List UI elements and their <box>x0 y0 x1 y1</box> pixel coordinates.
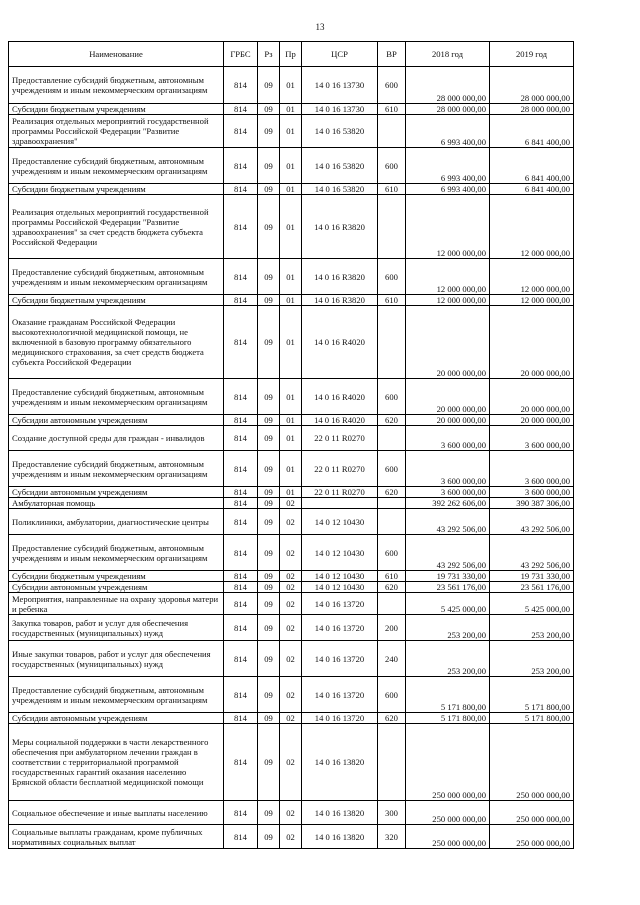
row-name: Предоставление субсидий бюджетным, автономным учреждениям и иным некоммерческим организациям <box>9 148 224 184</box>
row-2019: 250 000 000,00 <box>490 724 574 801</box>
row-name: Реализация отдельных мероприятий государственной программы Российской Федерации "Развитие здравоохранения" <box>9 115 224 148</box>
row-vr: 600 <box>378 451 406 487</box>
row-name: Предоставление субсидий бюджетным, автономным учреждениям и иным некоммерческим организациям <box>9 535 224 571</box>
row-2018: 20 000 000,00 <box>406 415 490 426</box>
row-2019: 20 000 000,00 <box>490 379 574 415</box>
row-rz: 09 <box>258 426 280 451</box>
header-csr: ЦСР <box>302 42 378 67</box>
row-2019: 19 731 330,00 <box>490 571 574 582</box>
row-2019: 3 600 000,00 <box>490 451 574 487</box>
row-name: Субсидии бюджетным учреждениям <box>9 295 224 306</box>
row-grbs: 814 <box>224 148 258 184</box>
row-name: Иные закупки товаров, работ и услуг для обеспечения государственных (муниципальных) нужд <box>9 641 224 677</box>
row-2019: 43 292 506,00 <box>490 509 574 535</box>
row-2018: 20 000 000,00 <box>406 306 490 379</box>
row-pr: 02 <box>280 641 302 677</box>
row-vr <box>378 426 406 451</box>
row-2019: 5 171 800,00 <box>490 713 574 724</box>
row-vr <box>378 498 406 509</box>
row-pr: 01 <box>280 415 302 426</box>
row-name: Субсидии бюджетным учреждениям <box>9 184 224 195</box>
row-name: Субсидии автономным учреждениям <box>9 713 224 724</box>
row-csr: 14 0 16 13720 <box>302 641 378 677</box>
row-2019: 250 000 000,00 <box>490 801 574 825</box>
row-csr: 14 0 12 10430 <box>302 571 378 582</box>
row-pr: 01 <box>280 306 302 379</box>
table-row <box>9 104 574 115</box>
row-2018: 6 993 400,00 <box>406 148 490 184</box>
row-grbs: 814 <box>224 713 258 724</box>
row-pr: 01 <box>280 379 302 415</box>
row-pr: 01 <box>280 115 302 148</box>
row-vr <box>378 509 406 535</box>
row-pr: 02 <box>280 509 302 535</box>
row-pr: 02 <box>280 677 302 713</box>
row-grbs: 814 <box>224 104 258 115</box>
row-name: Предоставление субсидий бюджетным, автономным учреждениям и иным некоммерческим организациям <box>9 259 224 295</box>
row-2019: 6 841 400,00 <box>490 184 574 195</box>
row-2018: 12 000 000,00 <box>406 295 490 306</box>
row-grbs: 814 <box>224 825 258 849</box>
row-pr: 01 <box>280 487 302 498</box>
table-row <box>9 195 574 259</box>
row-csr: 14 0 16 13720 <box>302 593 378 615</box>
row-pr: 01 <box>280 67 302 104</box>
row-csr: 14 0 16 13820 <box>302 724 378 801</box>
row-csr: 14 0 16 13730 <box>302 67 378 104</box>
row-vr: 610 <box>378 184 406 195</box>
row-rz: 09 <box>258 615 280 641</box>
row-vr: 600 <box>378 67 406 104</box>
row-pr: 01 <box>280 259 302 295</box>
row-vr: 240 <box>378 641 406 677</box>
row-name: Субсидии автономным учреждениям <box>9 487 224 498</box>
row-2018: 3 600 000,00 <box>406 426 490 451</box>
row-grbs: 814 <box>224 677 258 713</box>
row-grbs: 814 <box>224 582 258 593</box>
row-csr: 14 0 16 13720 <box>302 615 378 641</box>
budget-table <box>8 41 574 849</box>
page-number: 13 <box>315 22 325 32</box>
header-2018: 2018 год <box>406 42 490 67</box>
row-pr: 01 <box>280 295 302 306</box>
row-rz: 09 <box>258 115 280 148</box>
row-rz: 09 <box>258 379 280 415</box>
header-vr: ВР <box>378 42 406 67</box>
table-row <box>9 535 574 571</box>
row-csr: 14 0 16 53820 <box>302 184 378 195</box>
row-vr: 200 <box>378 615 406 641</box>
row-vr: 600 <box>378 148 406 184</box>
row-pr: 01 <box>280 451 302 487</box>
row-grbs: 814 <box>224 593 258 615</box>
row-2019: 5 425 000,00 <box>490 593 574 615</box>
row-vr: 620 <box>378 415 406 426</box>
row-name: Предоставление субсидий бюджетным, автономным учреждениям и иным некоммерческим организациям <box>9 677 224 713</box>
row-rz: 09 <box>258 104 280 115</box>
row-name: Предоставление субсидий бюджетным, автономным учреждениям и иным некоммерческим организациям <box>9 67 224 104</box>
row-2018: 23 561 176,00 <box>406 582 490 593</box>
row-2019: 5 171 800,00 <box>490 677 574 713</box>
row-rz: 09 <box>258 713 280 724</box>
row-2019: 20 000 000,00 <box>490 306 574 379</box>
table-row <box>9 509 574 535</box>
row-grbs: 814 <box>224 487 258 498</box>
row-2019: 28 000 000,00 <box>490 67 574 104</box>
row-rz: 09 <box>258 498 280 509</box>
row-pr: 02 <box>280 713 302 724</box>
row-pr: 02 <box>280 801 302 825</box>
row-rz: 09 <box>258 677 280 713</box>
row-2018: 250 000 000,00 <box>406 825 490 849</box>
row-2019: 390 387 306,00 <box>490 498 574 509</box>
row-csr: 14 0 16 13820 <box>302 825 378 849</box>
row-pr: 01 <box>280 195 302 259</box>
row-2018: 6 993 400,00 <box>406 115 490 148</box>
row-name: Меры социальной поддержки в части лекарственного обеспечения при амбулаторном лечении граждан в соответствии с территориальной программой государственных гарантий оказания населению Брянской области бесплатной медицинской помощи <box>9 724 224 801</box>
table-row <box>9 582 574 593</box>
header-pr: Пр <box>280 42 302 67</box>
table-row <box>9 615 574 641</box>
table-row <box>9 825 574 849</box>
table-row <box>9 487 574 498</box>
row-vr <box>378 593 406 615</box>
table-row <box>9 801 574 825</box>
row-name: Оказание гражданам Российской Федерации высокотехнологичной медицинской помощи, не включенной в базовую программу обязательного медицинского страхования, за счет средств бюджета субъекта Российской Федерации <box>9 306 224 379</box>
row-vr: 610 <box>378 571 406 582</box>
row-vr: 320 <box>378 825 406 849</box>
row-2019: 253 200,00 <box>490 641 574 677</box>
row-csr: 14 0 16 R4020 <box>302 379 378 415</box>
table-row <box>9 67 574 104</box>
table-body <box>9 67 574 849</box>
row-rz: 09 <box>258 195 280 259</box>
row-vr: 600 <box>378 379 406 415</box>
row-grbs: 814 <box>224 184 258 195</box>
row-pr: 02 <box>280 593 302 615</box>
row-grbs: 814 <box>224 535 258 571</box>
row-rz: 09 <box>258 184 280 195</box>
row-name: Поликлиники, амбулатории, диагностические центры <box>9 509 224 535</box>
header-name: Наименование <box>9 42 224 67</box>
table-row <box>9 415 574 426</box>
row-2018: 5 425 000,00 <box>406 593 490 615</box>
row-csr <box>302 498 378 509</box>
table-row <box>9 677 574 713</box>
row-vr: 620 <box>378 487 406 498</box>
row-2018: 28 000 000,00 <box>406 67 490 104</box>
row-grbs: 814 <box>224 415 258 426</box>
row-2018: 12 000 000,00 <box>406 195 490 259</box>
row-2019: 250 000 000,00 <box>490 825 574 849</box>
row-grbs: 814 <box>224 306 258 379</box>
row-grbs: 814 <box>224 259 258 295</box>
row-pr: 01 <box>280 426 302 451</box>
table-row <box>9 451 574 487</box>
row-rz: 09 <box>258 801 280 825</box>
row-grbs: 814 <box>224 615 258 641</box>
row-2018: 28 000 000,00 <box>406 104 490 115</box>
row-rz: 09 <box>258 415 280 426</box>
table-row <box>9 379 574 415</box>
header-grbs: ГРБС <box>224 42 258 67</box>
row-pr: 01 <box>280 148 302 184</box>
row-grbs: 814 <box>224 451 258 487</box>
row-csr: 14 0 16 13730 <box>302 104 378 115</box>
table-row <box>9 184 574 195</box>
row-vr <box>378 724 406 801</box>
row-pr: 02 <box>280 615 302 641</box>
row-2018: 392 262 606,00 <box>406 498 490 509</box>
row-2018: 253 200,00 <box>406 615 490 641</box>
row-csr: 14 0 16 R4020 <box>302 306 378 379</box>
table-row <box>9 295 574 306</box>
row-name: Предоставление субсидий бюджетным, автономным учреждениям и иным некоммерческим организациям <box>9 379 224 415</box>
header-rz: Рз <box>258 42 280 67</box>
row-rz: 09 <box>258 67 280 104</box>
table-row <box>9 259 574 295</box>
row-rz: 09 <box>258 582 280 593</box>
row-2019: 12 000 000,00 <box>490 295 574 306</box>
row-name: Социальное обеспечение и иные выплаты населению <box>9 801 224 825</box>
row-grbs: 814 <box>224 379 258 415</box>
row-vr: 600 <box>378 535 406 571</box>
row-2019: 253 200,00 <box>490 615 574 641</box>
row-2019: 3 600 000,00 <box>490 487 574 498</box>
row-grbs: 814 <box>224 115 258 148</box>
row-csr: 22 0 11 R0270 <box>302 426 378 451</box>
row-2018: 253 200,00 <box>406 641 490 677</box>
row-2018: 3 600 000,00 <box>406 487 490 498</box>
row-name: Создание доступной среды для граждан - инвалидов <box>9 426 224 451</box>
row-csr: 14 0 16 53820 <box>302 148 378 184</box>
row-pr: 02 <box>280 724 302 801</box>
row-vr: 600 <box>378 259 406 295</box>
row-vr <box>378 195 406 259</box>
row-2019: 3 600 000,00 <box>490 426 574 451</box>
row-pr: 02 <box>280 535 302 571</box>
row-name: Субсидии автономным учреждениям <box>9 582 224 593</box>
row-csr: 14 0 16 R3820 <box>302 195 378 259</box>
row-rz: 09 <box>258 295 280 306</box>
row-grbs: 814 <box>224 295 258 306</box>
row-name: Реализация отдельных мероприятий государственной программы Российской Федерации "Развитие здравоохранения" за счет средств бюджета субъекта Российской Федерации <box>9 195 224 259</box>
table-row <box>9 713 574 724</box>
row-2018: 43 292 506,00 <box>406 509 490 535</box>
row-csr: 14 0 16 R3820 <box>302 259 378 295</box>
row-rz: 09 <box>258 571 280 582</box>
row-rz: 09 <box>258 451 280 487</box>
row-rz: 09 <box>258 535 280 571</box>
row-2018: 3 600 000,00 <box>406 451 490 487</box>
row-vr: 620 <box>378 713 406 724</box>
row-grbs: 814 <box>224 509 258 535</box>
row-csr: 14 0 16 13720 <box>302 677 378 713</box>
row-vr: 620 <box>378 582 406 593</box>
table-row <box>9 641 574 677</box>
table-row <box>9 498 574 509</box>
row-2019: 6 841 400,00 <box>490 115 574 148</box>
row-rz: 09 <box>258 641 280 677</box>
table-row <box>9 426 574 451</box>
row-name: Субсидии бюджетным учреждениям <box>9 571 224 582</box>
row-csr: 14 0 12 10430 <box>302 509 378 535</box>
row-csr: 14 0 16 13720 <box>302 713 378 724</box>
row-csr: 14 0 16 R3820 <box>302 295 378 306</box>
row-2019: 6 841 400,00 <box>490 148 574 184</box>
row-2018: 12 000 000,00 <box>406 259 490 295</box>
row-rz: 09 <box>258 825 280 849</box>
row-csr: 14 0 12 10430 <box>302 582 378 593</box>
row-csr: 14 0 16 53820 <box>302 115 378 148</box>
row-2018: 5 171 800,00 <box>406 713 490 724</box>
row-2019: 23 561 176,00 <box>490 582 574 593</box>
row-rz: 09 <box>258 259 280 295</box>
row-2018: 43 292 506,00 <box>406 535 490 571</box>
row-2018: 6 993 400,00 <box>406 184 490 195</box>
row-name: Предоставление субсидий бюджетным, автономным учреждениям и иным некоммерческим организациям <box>9 451 224 487</box>
row-vr <box>378 306 406 379</box>
row-vr: 610 <box>378 104 406 115</box>
row-csr: 14 0 16 13820 <box>302 801 378 825</box>
row-2019: 43 292 506,00 <box>490 535 574 571</box>
row-pr: 02 <box>280 582 302 593</box>
row-rz: 09 <box>258 593 280 615</box>
row-name: Мероприятия, направленные на охрану здоровья матери и ребенка <box>9 593 224 615</box>
row-2018: 20 000 000,00 <box>406 379 490 415</box>
table-row <box>9 115 574 148</box>
row-name: Амбулаторная помощь <box>9 498 224 509</box>
row-grbs: 814 <box>224 67 258 104</box>
row-2019: 12 000 000,00 <box>490 195 574 259</box>
table-row <box>9 306 574 379</box>
row-name: Субсидии автономным учреждениям <box>9 415 224 426</box>
row-grbs: 814 <box>224 641 258 677</box>
row-csr: 14 0 16 R4020 <box>302 415 378 426</box>
table-row <box>9 148 574 184</box>
row-csr: 14 0 12 10430 <box>302 535 378 571</box>
row-name: Субсидии бюджетным учреждениям <box>9 104 224 115</box>
row-csr: 22 0 11 R0270 <box>302 487 378 498</box>
row-name: Закупка товаров, работ и услуг для обеспечения государственных (муниципальных) нужд <box>9 615 224 641</box>
row-vr <box>378 115 406 148</box>
row-grbs: 814 <box>224 498 258 509</box>
row-2019: 20 000 000,00 <box>490 415 574 426</box>
row-pr: 01 <box>280 184 302 195</box>
row-vr: 610 <box>378 295 406 306</box>
row-2018: 5 171 800,00 <box>406 677 490 713</box>
row-rz: 09 <box>258 148 280 184</box>
row-2018: 250 000 000,00 <box>406 801 490 825</box>
table-row <box>9 593 574 615</box>
row-pr: 02 <box>280 571 302 582</box>
row-rz: 09 <box>258 306 280 379</box>
row-2018: 19 731 330,00 <box>406 571 490 582</box>
header-2019: 2019 год <box>490 42 574 67</box>
row-name: Социальные выплаты гражданам, кроме публичных нормативных социальных выплат <box>9 825 224 849</box>
row-grbs: 814 <box>224 426 258 451</box>
row-vr: 600 <box>378 677 406 713</box>
row-pr: 01 <box>280 104 302 115</box>
row-rz: 09 <box>258 509 280 535</box>
row-grbs: 814 <box>224 195 258 259</box>
row-grbs: 814 <box>224 571 258 582</box>
row-pr: 02 <box>280 825 302 849</box>
row-2018: 250 000 000,00 <box>406 724 490 801</box>
row-2019: 12 000 000,00 <box>490 259 574 295</box>
row-2019: 28 000 000,00 <box>490 104 574 115</box>
row-csr: 22 0 11 R0270 <box>302 451 378 487</box>
row-vr: 300 <box>378 801 406 825</box>
row-rz: 09 <box>258 487 280 498</box>
table-row <box>9 571 574 582</box>
row-grbs: 814 <box>224 801 258 825</box>
row-grbs: 814 <box>224 724 258 801</box>
table-row <box>9 724 574 801</box>
row-pr: 02 <box>280 498 302 509</box>
row-rz: 09 <box>258 724 280 801</box>
header-row <box>9 42 574 67</box>
